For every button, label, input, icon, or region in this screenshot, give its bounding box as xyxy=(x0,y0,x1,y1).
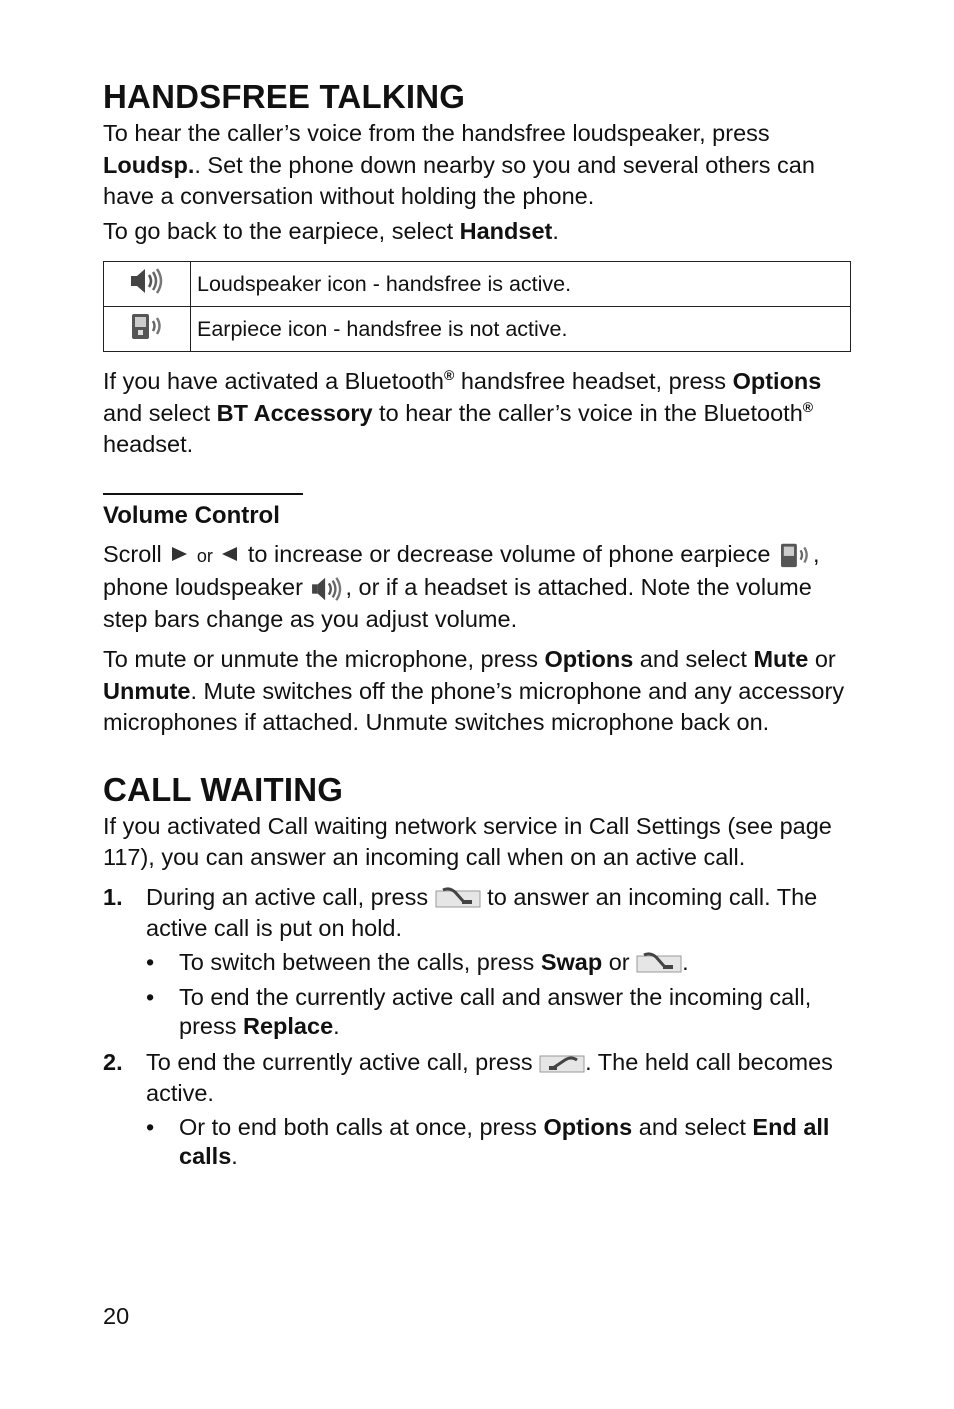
icon-table xyxy=(103,261,851,352)
subsection-title-volume: Volume Control xyxy=(103,501,280,529)
list-item: • Or to end both calls at once, press Options and select End all calls. xyxy=(146,1113,851,1171)
call-key-icon xyxy=(435,886,481,910)
list-item: • To switch between the calls, press Swap or . xyxy=(146,948,851,977)
step-item: 1. During an active call, press to answer an incoming call. The active call is put on hold. • To switch between the calls, press Swap or . • To end the currently active call and answer the incoming call, press Replace. xyxy=(103,882,851,1041)
call-key-icon xyxy=(636,951,682,975)
loudspeaker-icon xyxy=(309,575,345,603)
table-cell-text: Loudspeaker icon - handsfree is active. xyxy=(191,262,851,307)
earpiece-icon xyxy=(777,541,813,569)
earpiece-icon xyxy=(128,311,166,341)
table-row xyxy=(104,262,851,307)
arrow-right-icon xyxy=(168,544,190,566)
page-content xyxy=(103,76,851,1177)
step-number: 2. xyxy=(103,1048,123,1075)
step-item: 2. To end the currently active call, press . The held call becomes active. • Or to end both calls at once, press Options and select End all calls. xyxy=(103,1047,851,1171)
section-divider xyxy=(103,493,303,495)
step-2-bullets xyxy=(146,1113,851,1171)
section-title-handsfree: HANDSFREE TALKING xyxy=(103,78,466,115)
end-call-key-icon xyxy=(539,1051,585,1075)
call-waiting-steps xyxy=(103,882,851,1171)
loudspeaker-icon xyxy=(128,266,166,296)
section-title-call-waiting: CALL WAITING xyxy=(103,770,344,808)
bluetooth-paragraph: If you have activated a Bluetooth® handsfree headset, press Options and select BT Accessory to hear the caller’s voice in the Bluetooth® headset. xyxy=(103,367,822,457)
icon-cell xyxy=(104,262,191,307)
step-1-bullets xyxy=(146,948,851,1041)
step-number: 1. xyxy=(103,883,123,910)
icon-cell xyxy=(104,307,191,352)
handsfree-paragraph-2: To go back to the earpiece, select Handset. xyxy=(103,217,559,244)
handsfree-paragraph-1: To hear the caller’s voice from the handsfree loudspeaker, press Loudsp.. Set the phone down nearby so you and several others can have a conversation without holding the phone. xyxy=(103,120,815,209)
arrow-left-icon xyxy=(219,544,241,566)
list-item: • To end the currently active call and answer the incoming call, press Replace. xyxy=(146,983,851,1041)
table-cell-text: Earpiece icon - handsfree is not active. xyxy=(191,307,851,352)
call-waiting-intro: If you activated Call waiting network service in Call Settings (see page 117), you can answer an incoming call when on an active call. xyxy=(103,812,832,870)
page-number: 20 xyxy=(103,1303,130,1329)
table-row xyxy=(104,307,851,352)
volume-paragraph-2: To mute or unmute the microphone, press Options and select Mute or Unmute. Mute switches off the phone’s microphone and any accessory microphones if attached. Unmute switches microphone back on. xyxy=(103,646,845,735)
volume-paragraph-1: Scroll or to increase or decrease volume of phone earpiece , phone loudspeaker , or if a headset is attached. Note the volume step bars change as you adjust volume. xyxy=(103,540,820,632)
